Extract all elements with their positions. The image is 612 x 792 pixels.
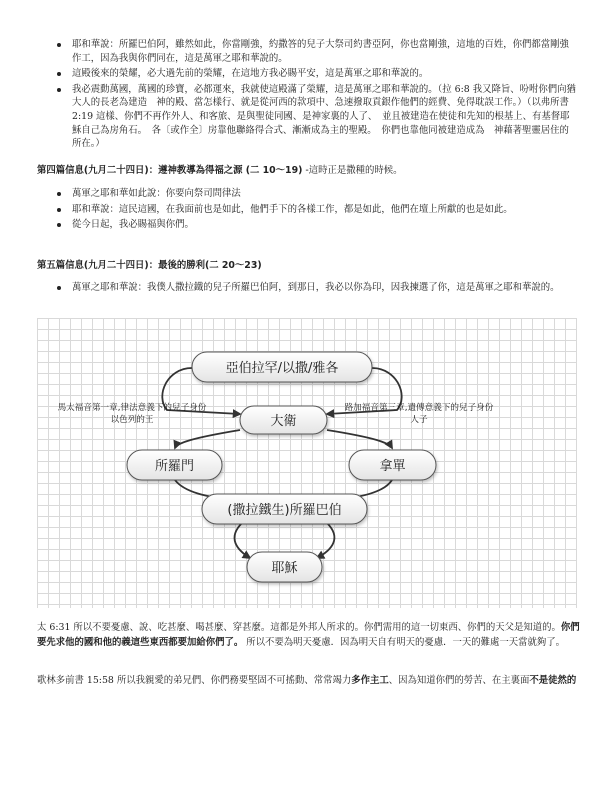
label-right-line1: 路加福音第三章,遺傳意義下的兒子身份: [344, 403, 494, 413]
section5-heading: [37, 257, 262, 271]
section4-heading-tail: -這時正是撒種的時候。: [302, 165, 403, 176]
node-top: [192, 352, 372, 382]
connector-lower-to-bottom-left: [234, 523, 250, 558]
node-right-label: 拿單: [379, 459, 406, 474]
node-middle-label: 大衛: [270, 414, 297, 429]
bullet-dot: [57, 88, 61, 92]
node-lower: [202, 494, 367, 524]
para2-reference: 歌林多前書 15:58: [37, 675, 114, 686]
label-right-line2: 人子: [410, 415, 428, 425]
bullet-dot: [57, 72, 61, 76]
list-item: [72, 203, 577, 217]
bullet-text: 耶和華說：所羅巴伯阿，雖然如此，你當剛強，約撒答的兒子大祭司約書亞阿，你也當剛強，這地的百姓，你們都當剛強作工，因為我與你們同在，這是萬軍之耶和華說的。: [72, 39, 569, 64]
bullet-text: 耶和華說：這民這國，在我面前也是如此，他們手下的各樣工作，都是如此，他們在壇上所獻的也是如此。: [72, 203, 513, 215]
bullet-dot: [57, 43, 61, 47]
node-lower-label: (撒拉鐵生)所羅巴伯: [227, 503, 342, 518]
para1-text-b: 所以不要為明天憂慮．因為明天自有明天的憂慮．一天的難處一天當就夠了。: [243, 637, 565, 648]
connector-middle-to-left: [175, 430, 240, 448]
node-bottom-label: 耶穌: [271, 561, 298, 576]
bullet-text: 萬軍之耶和華說：我僕人撒拉鐵的兒子所羅巴伯阿，到那日，我必以你為印，因我揀選了你，這是萬軍之耶和華說的。: [72, 282, 560, 293]
scripture-paragraph-2: [37, 673, 582, 688]
genealogy-diagram: [37, 318, 577, 608]
top-bullet-list: [72, 38, 577, 153]
label-left-line1: 馬太福音第一章,律法意義下的兒子身份: [57, 403, 207, 413]
bullet-text: 這殿後來的榮耀，必大過先前的榮耀，在這地方我必賜平安，這是萬軍之耶和華說的。: [72, 68, 429, 80]
bullet-dot: [57, 192, 61, 196]
para1-text-a: 所以不要憂慮、說、吃甚麼、喝甚麼、穿甚麼。這都是外邦人所求的。你們需用的這一切東西、你們的天父是知道的。: [70, 622, 561, 633]
node-left-label: 所羅門: [154, 459, 195, 474]
label-left-line2: 以色列的王: [110, 415, 154, 425]
bullet-text: 萬軍之耶和華如此說：你要向祭司問律法: [72, 188, 241, 199]
para2-text-b: 、因為知道你們的勞苦、在主裏面: [388, 675, 530, 686]
section4-bullet-list: [72, 187, 577, 234]
para1-reference: 太 6:31: [37, 622, 71, 633]
list-item: [72, 218, 577, 232]
section5-heading-main: 第五篇信息(九月二十四日)：最後的勝利(二 20～23): [37, 260, 262, 271]
node-right: [349, 450, 436, 480]
para1-bold-text: 你們要先求他的國和他的義這些東西都要加給你們了。: [37, 622, 580, 648]
section4-heading: [37, 162, 403, 176]
bullet-dot: [57, 223, 61, 227]
para2-bold-text-1: 多作主工: [351, 675, 389, 686]
bullet-dot: [57, 208, 61, 212]
bullet-dot: [57, 286, 61, 290]
para2-bold-text-2: 不是徒然的: [529, 675, 577, 686]
node-left: [127, 450, 222, 480]
node-top-label: 亞伯拉罕/以撒/雅各: [225, 361, 339, 376]
list-item: [72, 38, 577, 65]
list-item: [72, 83, 577, 151]
para2-text-a: 所以我親愛的弟兄們、你們務要堅固不可搖動、常常竭力: [113, 675, 352, 686]
node-middle: [240, 406, 327, 434]
node-bottom: [247, 552, 322, 582]
section5-bullet-list: [72, 281, 577, 295]
bullet-text: 我必震動萬國，萬國的珍寶，必都運來，我就使這殿滿了榮耀，這是萬軍之耶和華說的。（拉 6:8 我又降旨、吩咐你們向猶大人的長老為建造 神的殿、當怎樣行、就是從河西的款項中、急速撥取貢銀作他們的經費、免得耽誤工作。）（以弗所書 2:19 這樣、你們不再作外人、和客旅、是與聖徒同國、是神家裏的人了、 並且被建造在使徒和先知的根基上、有基督耶穌自己為房角石。 各〔或作全〕房靠他聯絡得合式、漸漸成為主的聖殿。 你們也靠他同被建造成為 神藉著聖靈居住的所在。）: [72, 83, 576, 150]
connector-middle-to-right: [327, 430, 392, 448]
list-item: [72, 281, 577, 295]
connector-lower-to-bottom-right: [317, 523, 334, 558]
scripture-paragraph-1: [37, 620, 582, 650]
section4-heading-main: 第四篇信息(九月二十四日)：遵神教導為得福之源 (二 10～19): [37, 165, 303, 176]
list-item: [72, 67, 577, 81]
list-item: [72, 187, 577, 201]
bullet-text: 從今日起，我必賜福與你們。: [72, 219, 194, 231]
